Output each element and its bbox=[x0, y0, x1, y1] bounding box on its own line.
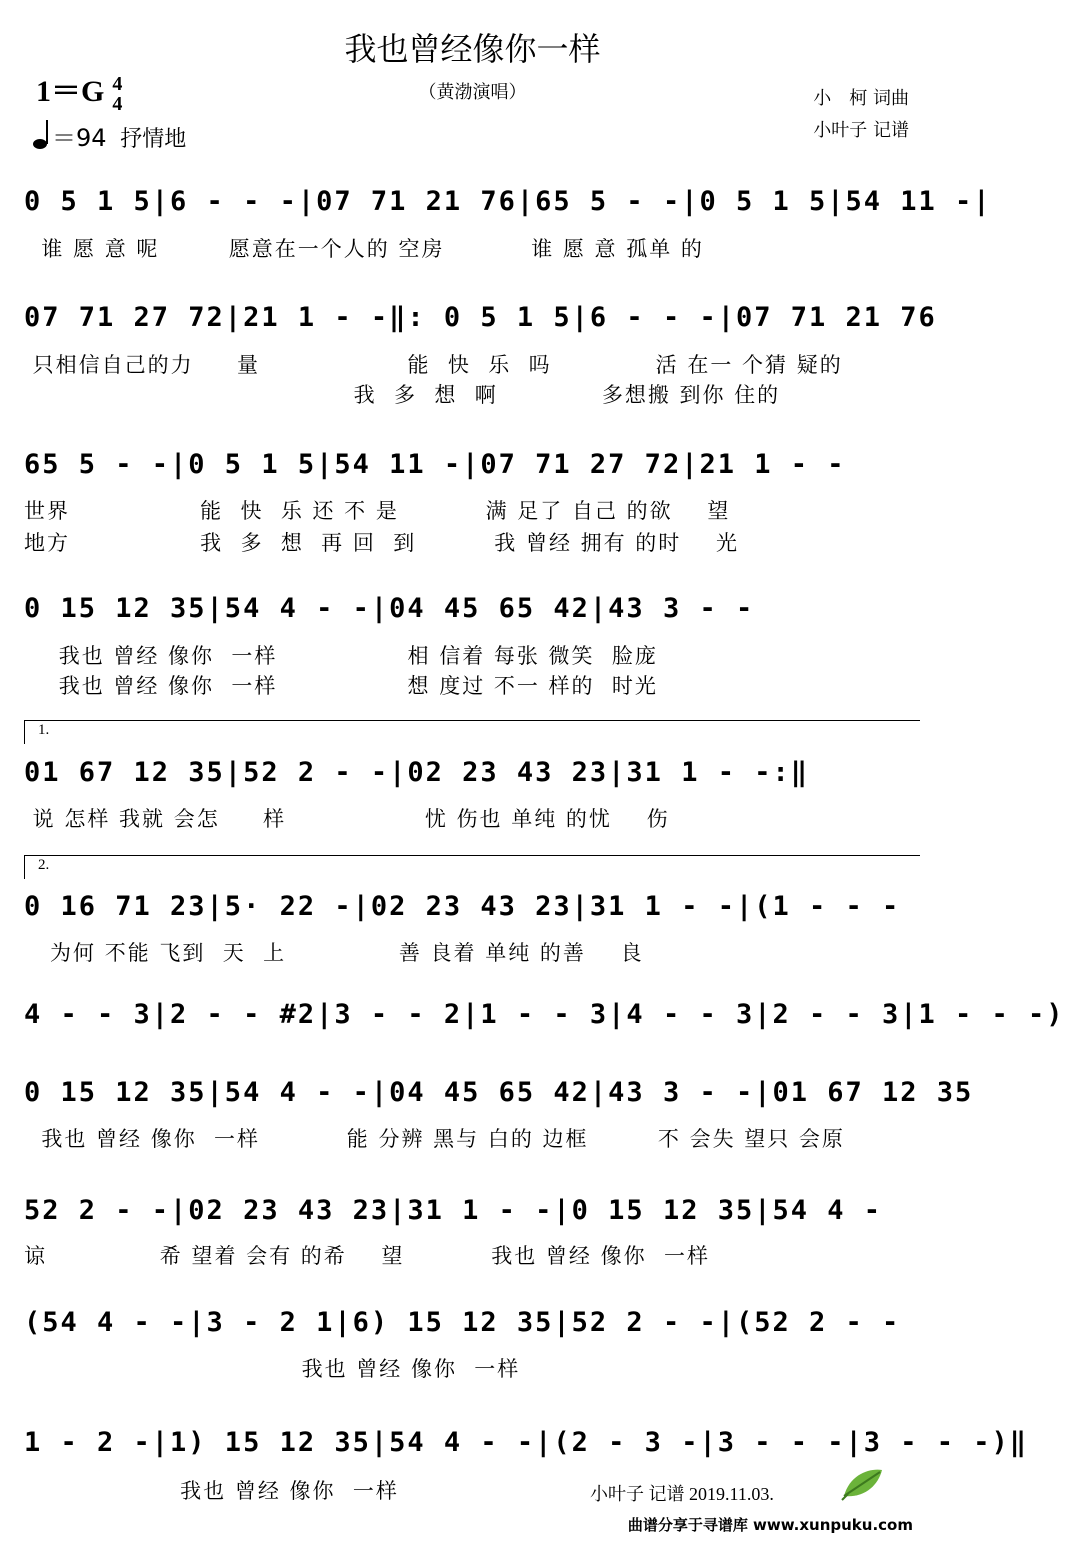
volta-2-label: 2. bbox=[38, 857, 50, 873]
volta-2-hook bbox=[24, 855, 25, 879]
lyric-line-6: 为何 不能 飞到 天 上 善 良着 单纯 的善 良 bbox=[24, 941, 644, 965]
notation-line-8: 0 15 12 35|54 4 - -|04 45 65 42|43 3 - -|01 67 12 35 bbox=[24, 1077, 974, 1108]
volta-1-label: 1. bbox=[38, 722, 50, 738]
time-signature bbox=[112, 74, 122, 114]
lyric-line-8: 我也 曾经 像你 一样 能 分辨 黑与 白的 边框 不 会失 望只 会原 bbox=[24, 1127, 845, 1151]
lyric-line-10: 我也 曾经 像你 一样 bbox=[24, 1357, 521, 1381]
notation-line-6: 0 16 71 23|5· 22 -|02 23 43 23|31 1 - -|(1 - - - bbox=[24, 891, 901, 922]
time-numerator: 4 bbox=[112, 73, 123, 96]
notation-line-1: 0 5 1 5|6 - - -|07 71 21 76|65 5 - -|0 5 1 5|54 11 -| bbox=[24, 186, 992, 217]
lyric-line-2-verse-2: 我 多 想 啊 多想搬 到你 住的 bbox=[24, 383, 781, 407]
notation-line-3: 65 5 - -|0 5 1 5|54 11 -|07 71 27 72|21 1 - - bbox=[24, 449, 846, 480]
notation-line-10: (54 4 - -|3 - 2 1|6) 15 12 35|52 2 - -|(52 2 - - bbox=[24, 1307, 901, 1338]
tempo-value: ＝94 bbox=[52, 124, 107, 152]
tempo-marking bbox=[32, 118, 186, 153]
volta-1-bracket bbox=[24, 720, 920, 721]
notation-line-9: 52 2 - -|02 23 43 23|31 1 - -|0 15 12 35|54 4 - bbox=[24, 1195, 883, 1226]
notation-line-7: 4 - - 3|2 - - #2|3 - - 2|1 - - 3|4 - - 3|2 - - 3|1 - - -) bbox=[24, 999, 1065, 1030]
composer-credit: 小 柯 词曲 bbox=[813, 88, 909, 109]
singer-credit: （黄渤演唱） bbox=[418, 82, 527, 103]
time-denominator: 4 bbox=[112, 93, 123, 116]
lyric-line-4-verse-2: 我也 曾经 像你 一样 想 度过 不一 样的 时光 bbox=[24, 674, 658, 698]
notation-line-2: 07 71 27 72|21 1 - -‖: 0 5 1 5|6 - - -|07 71 21 76 bbox=[24, 302, 937, 333]
lyric-line-4-verse-1: 我也 曾经 像你 一样 相 信着 每张 微笑 脸庞 bbox=[24, 644, 658, 668]
transcriber-credit: 小叶子 记谱 bbox=[813, 120, 909, 141]
lyric-line-9: 谅 希 望着 会有 的希 望 我也 曾经 像你 一样 bbox=[24, 1244, 710, 1268]
lyric-line-3-verse-1: 世界 能 快 乐 还 不 是 满 足了 自己 的欲 望 bbox=[24, 499, 731, 523]
notation-line-5: 01 67 12 35|52 2 - -|02 23 43 23|31 1 - -:‖ bbox=[24, 757, 809, 788]
volta-2-bracket bbox=[24, 855, 920, 856]
share-footer: 曲谱分享于寻谱库 www.xunpuku.com bbox=[627, 1516, 913, 1534]
lyric-line-5: 说 怎样 我就 会怎 样 忧 伤也 单纯 的忧 伤 bbox=[24, 807, 670, 831]
key-label: 1＝G bbox=[36, 75, 105, 108]
tempo-expression: 抒情地 bbox=[120, 127, 187, 152]
lyric-line-2-verse-1: 只相信自己的力 量 能 快 乐 吗 活 在一 个猜 疑的 bbox=[24, 353, 843, 377]
song-title: 我也曾经像你一样 bbox=[344, 30, 601, 68]
volta-1-hook bbox=[24, 720, 25, 744]
lyric-line-1: 谁 愿 意 呢 愿意在一个人的 空房 谁 愿 意 孤单 的 bbox=[24, 237, 704, 261]
transcriber-signature: 小叶子 记谱 2019.11.03. bbox=[590, 1484, 774, 1504]
key-signature bbox=[36, 66, 122, 114]
notation-line-4: 0 15 12 35|54 4 - -|04 45 65 42|43 3 - - bbox=[24, 593, 755, 624]
quarter-note-icon bbox=[32, 120, 52, 150]
lyric-line-3-verse-2: 地方 我 多 想 再 回 到 我 曾经 拥有 的时 光 bbox=[24, 531, 740, 555]
notation-line-11: 1 - 2 -|1) 15 12 35|54 4 - -|(2 - 3 -|3 - - -|3 - - -)‖ bbox=[24, 1427, 1029, 1458]
lyric-line-11: 我也 曾经 像你 一样 bbox=[24, 1479, 399, 1503]
leaf-icon bbox=[840, 1466, 884, 1502]
